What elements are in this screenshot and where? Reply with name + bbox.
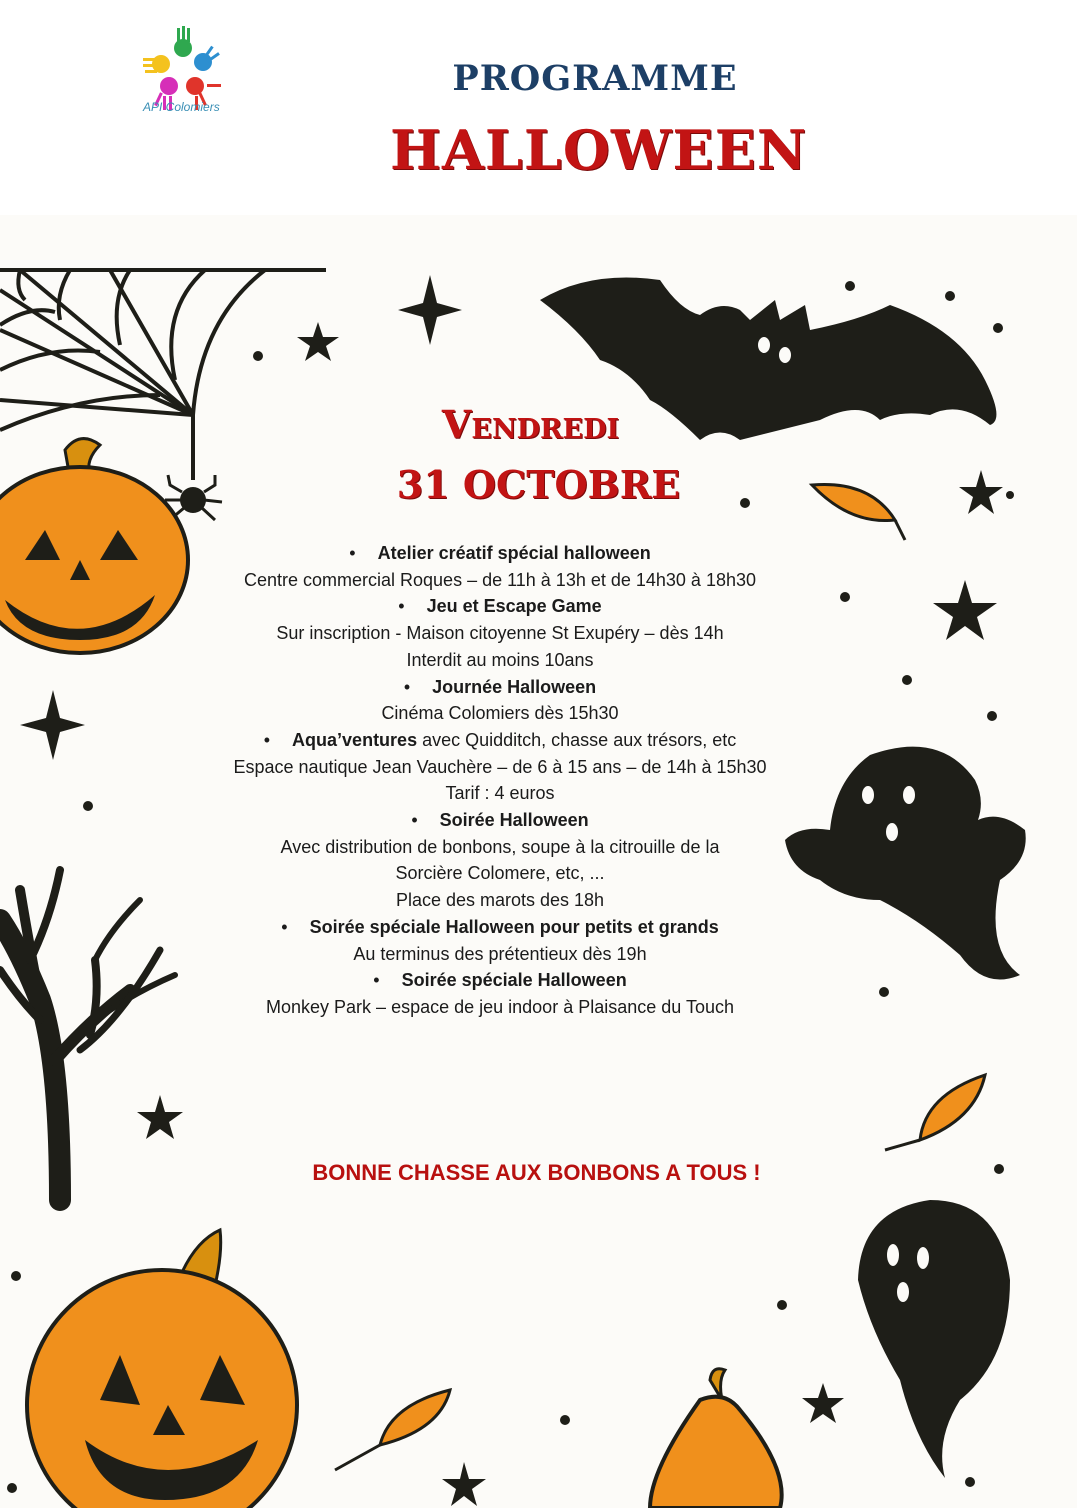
logo-text: API Colomiers — [143, 100, 220, 114]
event-title: Journée Halloween — [432, 676, 597, 697]
event-detail: Monkey Park – espace de jeu indoor à Plaisance du Touch — [266, 996, 734, 1017]
bullet-icon: • — [263, 729, 271, 750]
event-item — [150, 593, 850, 673]
event-date: 31 OCTOBRE — [396, 462, 681, 507]
title-programme: PROGRAMME — [452, 58, 738, 99]
event-item — [150, 674, 850, 727]
event-title: Soirée spéciale Halloween pour petits et grands — [309, 916, 719, 937]
event-detail: Sur inscription - Maison citoyenne St Exupéry – dès 14h — [276, 623, 724, 644]
gourd-icon — [650, 1369, 782, 1508]
event-item — [150, 540, 850, 593]
event-detail: Espace nautique Jean Vauchère – de 6 à 15 ans – de 14h à 15h30 — [233, 756, 767, 777]
bullet-icon: • — [373, 970, 380, 991]
event-list — [150, 540, 850, 1021]
event-day: Vendredi — [441, 402, 620, 447]
event-detail: Centre commercial Roques – de 11h à 13h et de 14h30 à 18h30 — [243, 569, 756, 590]
event-item — [150, 967, 850, 1020]
tree-icon — [0, 870, 175, 1200]
event-detail: Sorcière Colomere, etc, ... — [395, 863, 605, 884]
bullet-icon: • — [403, 676, 411, 697]
event-item — [150, 914, 850, 967]
event-detail: Place des marots des 18h — [395, 890, 605, 911]
title-halloween: HALLOWEEN — [390, 118, 808, 182]
event-detail: Interdit au moins 10ans — [406, 649, 594, 670]
bullet-icon: • — [411, 810, 418, 831]
event-title: Aqua’ventures — [292, 729, 418, 750]
ghost-icon — [858, 1200, 1010, 1478]
pumpkin-icon — [27, 1230, 297, 1508]
event-detail: Cinéma Colomiers dès 15h30 — [381, 703, 619, 724]
closing-message: BONNE CHASSE AUX BONBONS A TOUS ! — [312, 1160, 761, 1185]
event-title: Atelier créatif spécial halloween — [377, 543, 651, 563]
event-item — [150, 807, 850, 914]
bullet-icon: • — [281, 916, 288, 937]
event-title-suffix: avec Quidditch, chasse aux trésors, etc — [417, 729, 737, 750]
event-detail: Avec distribution de bonbons, soupe à la citrouille de la — [280, 836, 720, 857]
spider-web-icon — [0, 270, 326, 480]
header — [0, 0, 1077, 215]
event-title: Soirée Halloween — [439, 810, 589, 831]
event-title: Soirée spéciale Halloween — [401, 970, 627, 991]
bullet-icon: • — [398, 596, 405, 617]
bullet-icon: • — [349, 543, 356, 563]
event-title: Jeu et Escape Game — [426, 596, 602, 617]
event-detail: Au terminus des prétentieux dès 19h — [353, 943, 647, 964]
event-item — [150, 727, 850, 807]
event-detail: Tarif : 4 euros — [445, 783, 555, 804]
